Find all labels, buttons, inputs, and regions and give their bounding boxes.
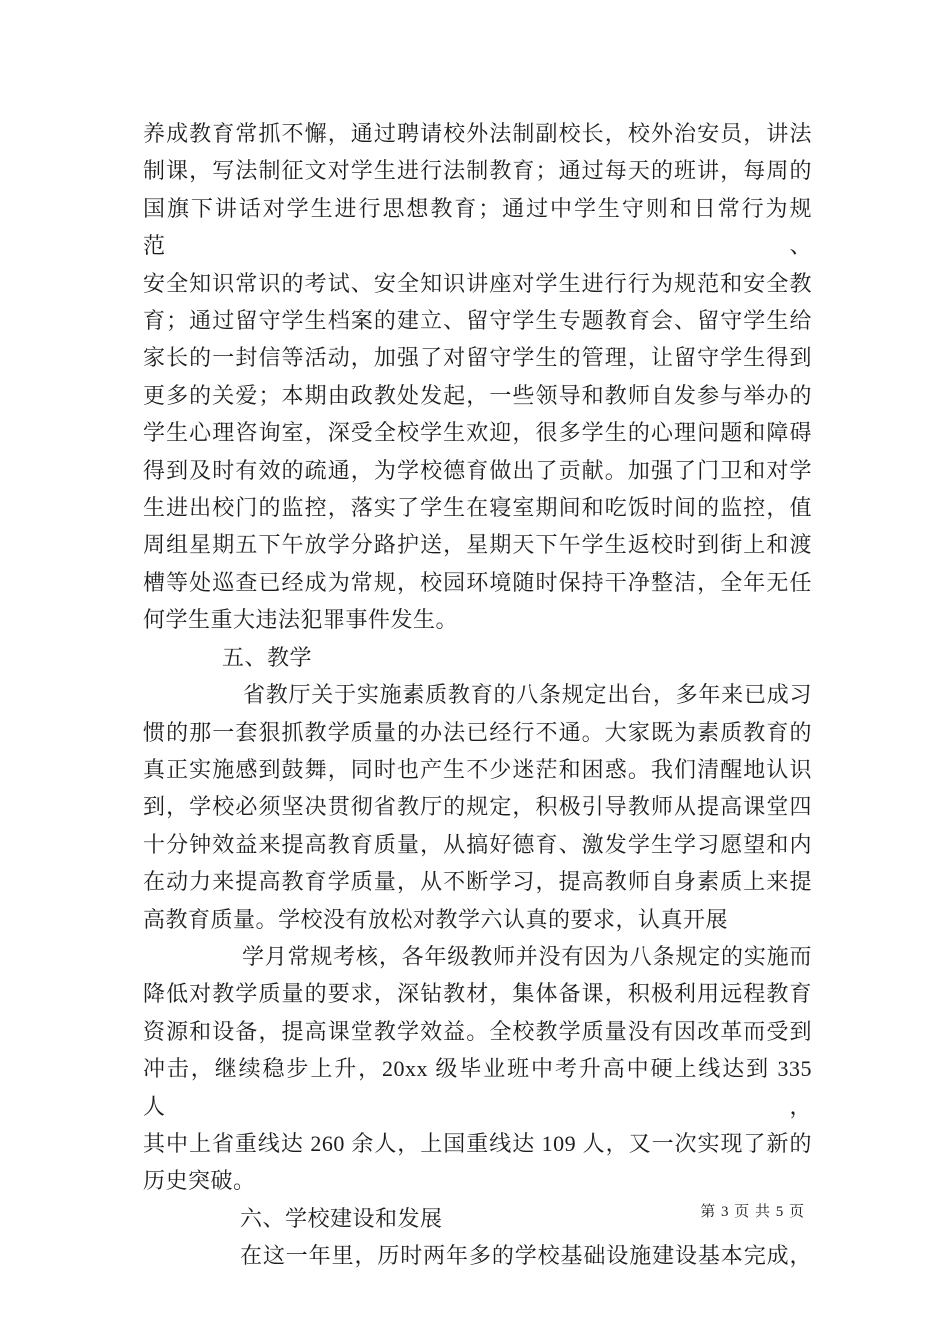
text-line: 历史突破。 [143, 1168, 256, 1194]
heading-section-five: 五、教学 [222, 644, 313, 670]
text-line: 学生心理咨询室，深受全校学生欢迎，很多学生的心理问题和障碍 [143, 420, 812, 446]
heading-section-six: 六、学校建设和发展 [240, 1205, 443, 1231]
text-line: 制课，写法制征文对学生进行法制教育；通过每天的班讲，每周的 [143, 158, 812, 184]
text-line: 其中上省重线达 260 余人，上国重线达 109 人，又一次实现了新的 [143, 1130, 812, 1156]
document-body [143, 115, 818, 1275]
text-line: 周组星期五下午放学分路护送，星期天下午学生返校时到街上和渡 [143, 532, 812, 558]
text-line: 养成教育常抓不懈，通过聘请校外法制副校长，校外治安员，讲法 [143, 121, 812, 146]
text-line: 育；通过留守学生档案的建立、留守学生专题教育会、留守学生给 [143, 308, 812, 334]
text-line: 槽等处巡查已经成为常规，校园环境随时保持干净整洁，全年无任 [143, 569, 812, 595]
text-line: 生进出校门的监控，落实了学生在寝室期间和吃饭时间的监控，值 [143, 495, 812, 521]
text-line: 到，学校必须坚决贯彻省教厅的规定，积极引导教师从提高课堂四 [143, 794, 812, 820]
text-line: 十分钟效益来提高教育质量，从搞好德育、激发学生学习愿望和内 [143, 831, 812, 857]
text-line: 真正实施感到鼓舞，同时也产生不少迷茫和困惑。我们清醒地认识 [143, 756, 812, 782]
text-line: 国旗下讲话对学生进行思想教育；通过中学生守则和日常行为规范、 [143, 195, 812, 259]
text-line: 更多的关爱；本期由政教处发起，一些领导和教师自发参与举办的 [143, 382, 812, 408]
text-line: 安全知识常识的考试、安全知识讲座对学生进行行为规范和安全教 [143, 270, 812, 296]
text-line: 冲击，继续稳步上升，20xx 级毕业班中考升高中硬上线达到 335 人， [143, 1056, 818, 1119]
text-line: 资源和设备，提高课堂教学效益。全校教学质量没有因改革而受到 [143, 1018, 812, 1044]
text-line: 省教厅关于实施素质教育的八条规定出台，多年来已成习 [243, 682, 812, 708]
text-line: 惯的那一套狠抓教学质量的办法已经行不通。大家既为素质教育的 [143, 719, 812, 745]
text-line: 高教育质量。学校没有放松对教学六认真的要求，认真开展 [143, 906, 729, 932]
text-line: 降低对教学质量的要求，深钻教材，集体备课，积极利用远程教育 [143, 981, 812, 1007]
text-line: 何学生重大违法犯罪事件发生。 [143, 607, 459, 633]
text-line: 学月常规考核，各年级教师并没有因为八条规定的实施而 [242, 943, 812, 969]
text-line: 在动力来提高教育学质量，从不断学习，提高教师自身素质上来提 [143, 869, 812, 895]
text-line: 得到及时有效的疏通，为学校德育做出了贡献。加强了门卫和对学 [143, 457, 812, 483]
text-line: 在这一年里，历时两年多的学校基础设施建设基本完成， [240, 1243, 812, 1269]
page-number: 第 3 页 共 5 页 [700, 1204, 805, 1220]
text-line: 家长的一封信等活动，加强了对留守学生的管理，让留守学生得到 [143, 345, 812, 371]
